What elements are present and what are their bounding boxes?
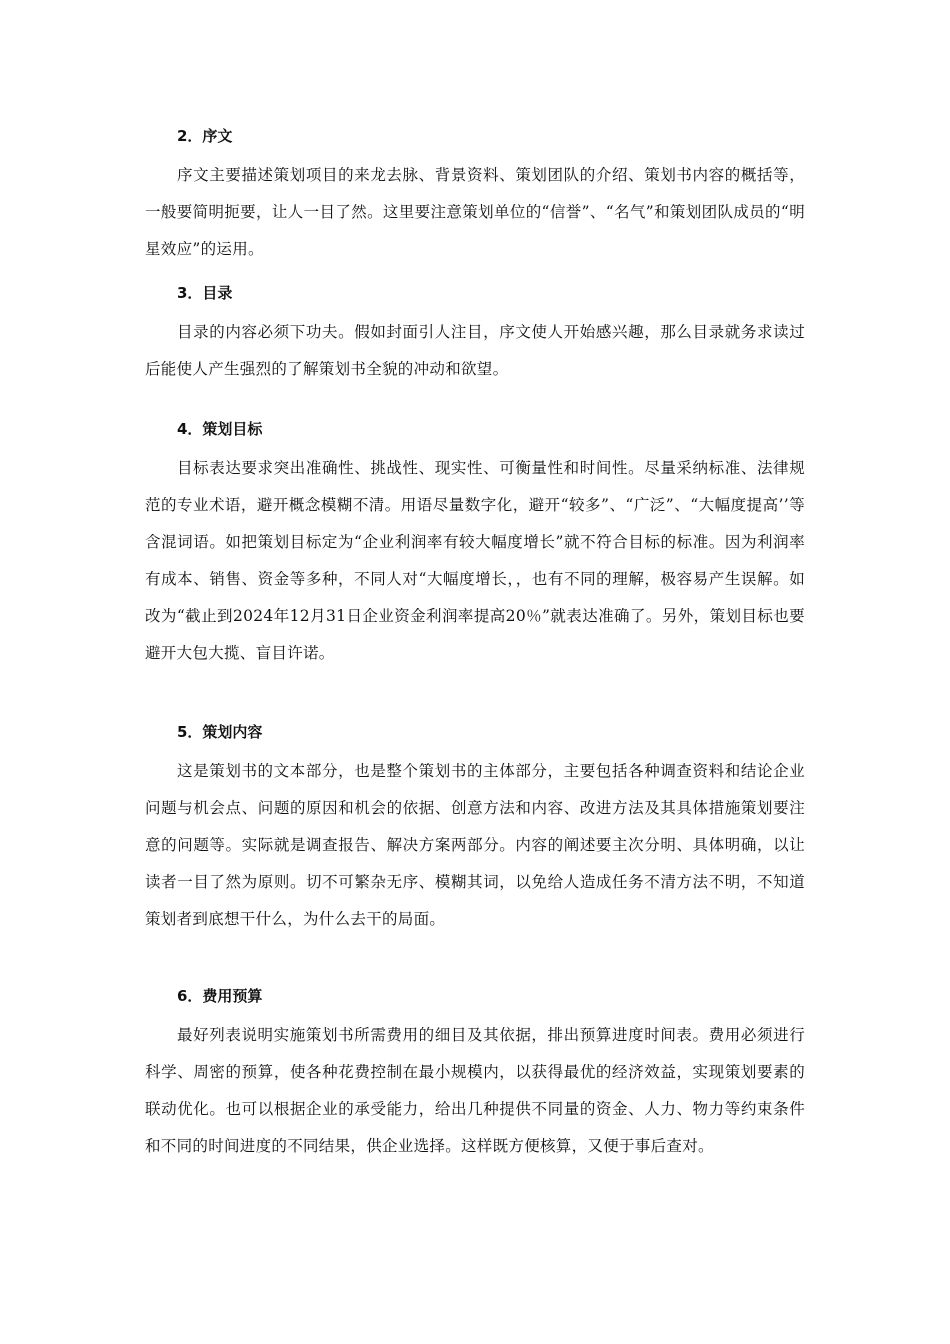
section-paragraph: 最好列表说明实施策划书所需费用的细目及其依据，排出预算进度时间表。费用必须进行科学、周密的预算，使各种花费控制在最小规模内，以获得最优的经济效益，实现策划要素的联动优化。也可以根据企业的承受能力，给出几种提供不同量的资金、人力、物力等约束条件和不同的时间进度的不同结果，供企业选择。这样既方便核算，又便于事后查对。 (145, 1026, 805, 1155)
section-paragraph: 目标表达要求突出准确性、挑战性、现实性、可衡量性和时间性。尽量采纳标准、法律规范的专业术语，避开概念模糊不清。用语尽量数字化，避开“较多”、“广泛”、“大幅度提高’’等含混词语。如把策划目标定为“企业利润率有较大幅度增长”就不符合目标的标准。因为利润率有成本、销售、资金等多种，不同人对“大幅度增长，，也有不同的理解，极容易产生误解。如改为“截止到2024年12月31日企业资金利润率提高20％”就表达准确了。另外，策划目标也要避开大包大揽、盲目许诺。 (145, 459, 805, 662)
section-heading: 6．费用预算 (177, 987, 263, 1005)
section-paragraph: 序文主要描述策划项目的来龙去脉、背景资料、策划团队的介绍、策划书内容的概括等，一般要简明扼要，让人一目了然。这里要注意策划单位的“信誉”、“名气”和策划团队成员的“明星效应”的运用。 (145, 166, 805, 258)
section-preface (145, 125, 805, 268)
section-content (145, 721, 805, 938)
section-paragraph: 这是策划书的文本部分，也是整个策划书的主体部分，主要包括各种调查资料和结论企业问题与机会点、问题的原因和机会的依据、创意方法和内容、改进方法及其具体措施策划要注意的问题等。实际就是调查报告、解决方案两部分。内容的阐述要主次分明、具体明确，以让读者一目了然为原则。切不可繁杂无序、模糊其词，以免给人造成任务不清方法不明，不知道策划者到底想干什么，为什么去干的局面。 (145, 762, 805, 928)
section-budget (145, 985, 805, 1165)
section-heading: 5．策划内容 (177, 723, 263, 741)
section-paragraph: 目录的内容必须下功夫。假如封面引人注目，序文使人开始感兴趣，那么目录就务求读过后能使人产生强烈的了解策划书全貌的冲动和欲望。 (145, 323, 805, 378)
section-heading: 3．目录 (177, 284, 233, 302)
section-contents (145, 282, 805, 388)
section-heading: 4．策划目标 (177, 420, 263, 438)
section-objectives (145, 418, 805, 672)
section-heading: 2．序文 (177, 127, 233, 145)
